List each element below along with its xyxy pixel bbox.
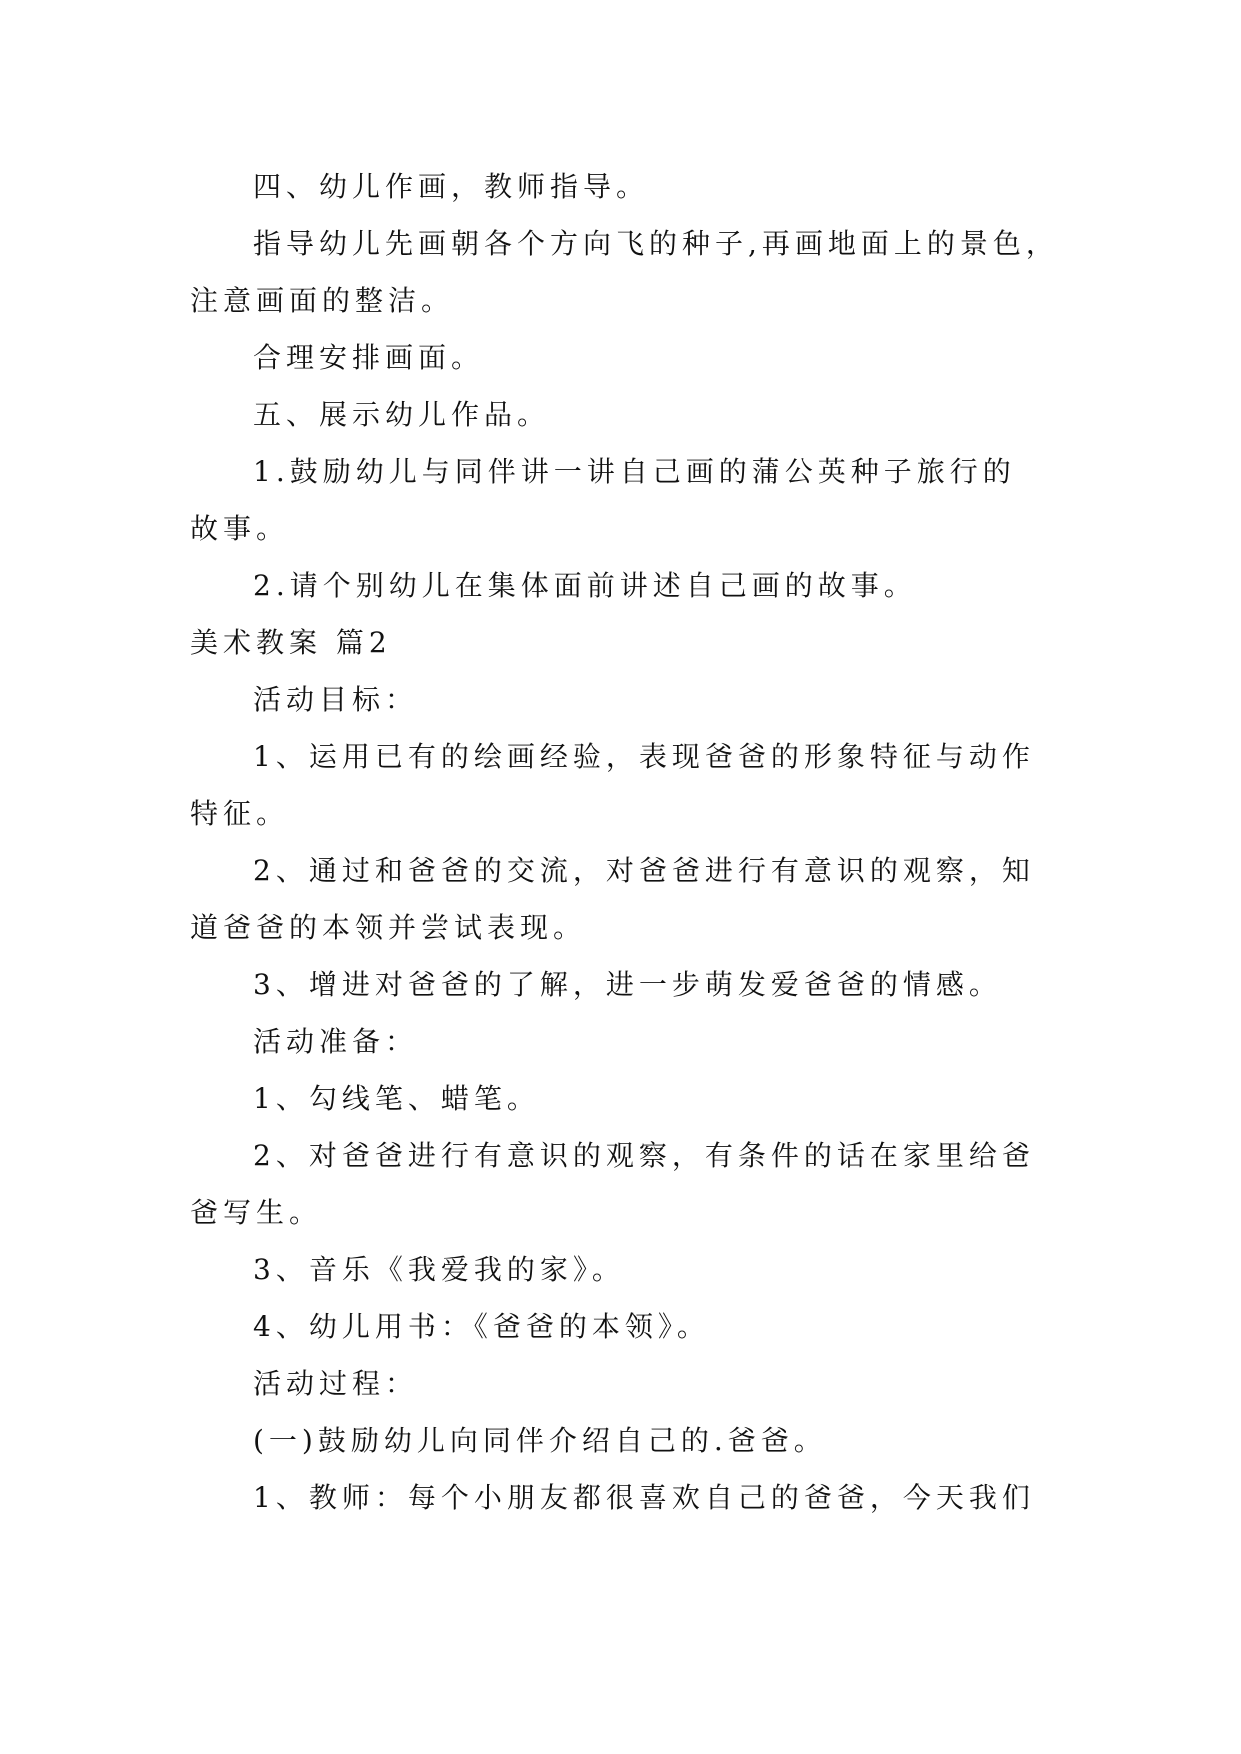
list-item: 2、对爸爸进行有意识的观察，有条件的话在家里给爸 [253, 1139, 1035, 1172]
list-item: 1、教师：每个小朋友都很喜欢自己的爸爸，今天我们 [253, 1481, 1035, 1514]
section-heading-four: 四、幼儿作画，教师指导。 [253, 170, 650, 203]
list-item: 3、增进对爸爸的了解，进一步萌发爱爸爸的情感。 [253, 968, 1002, 1001]
paragraph-line: 故事。 [190, 512, 290, 545]
paragraph-line: 特征。 [190, 797, 290, 830]
subheading-goals: 活动目标： [253, 683, 419, 716]
list-item: 2、通过和爸爸的交流，对爸爸进行有意识的观察，知 [253, 854, 1035, 887]
paragraph-line: 指导幼儿先画朝各个方向飞的种子,再画地面上的景色， [253, 227, 1059, 260]
paragraph-line: 道爸爸的本领并尝试表现。 [190, 911, 587, 944]
subheading-process: 活动过程： [253, 1367, 419, 1400]
list-item: 1、运用已有的绘画经验，表现爸爸的形象特征与动作 [253, 740, 1035, 773]
list-item: 4、幼儿用书：《爸爸的本领》。 [253, 1310, 710, 1343]
list-item: 2.请个别幼儿在集体面前讲述自己画的故事。 [253, 569, 917, 602]
subheading-preparation: 活动准备： [253, 1025, 419, 1058]
list-item: 3、音乐《我爱我的家》。 [253, 1253, 625, 1286]
paragraph-line: 爸写生。 [190, 1196, 323, 1229]
paragraph-line: 注意画面的整洁。 [190, 284, 455, 317]
paragraph-line: 合理安排画面。 [253, 341, 485, 374]
list-item: 1、勾线笔、蜡笔。 [253, 1082, 540, 1115]
section-heading-five: 五、展示幼儿作品。 [253, 398, 551, 431]
list-item: 1.鼓励幼儿与同伴讲一讲自己画的蒲公英种子旅行的 [253, 455, 1016, 488]
list-item: (一)鼓励幼儿向同伴介绍自己的.爸爸。 [253, 1424, 827, 1457]
document-section-title: 美术教案 篇2 [190, 626, 392, 659]
